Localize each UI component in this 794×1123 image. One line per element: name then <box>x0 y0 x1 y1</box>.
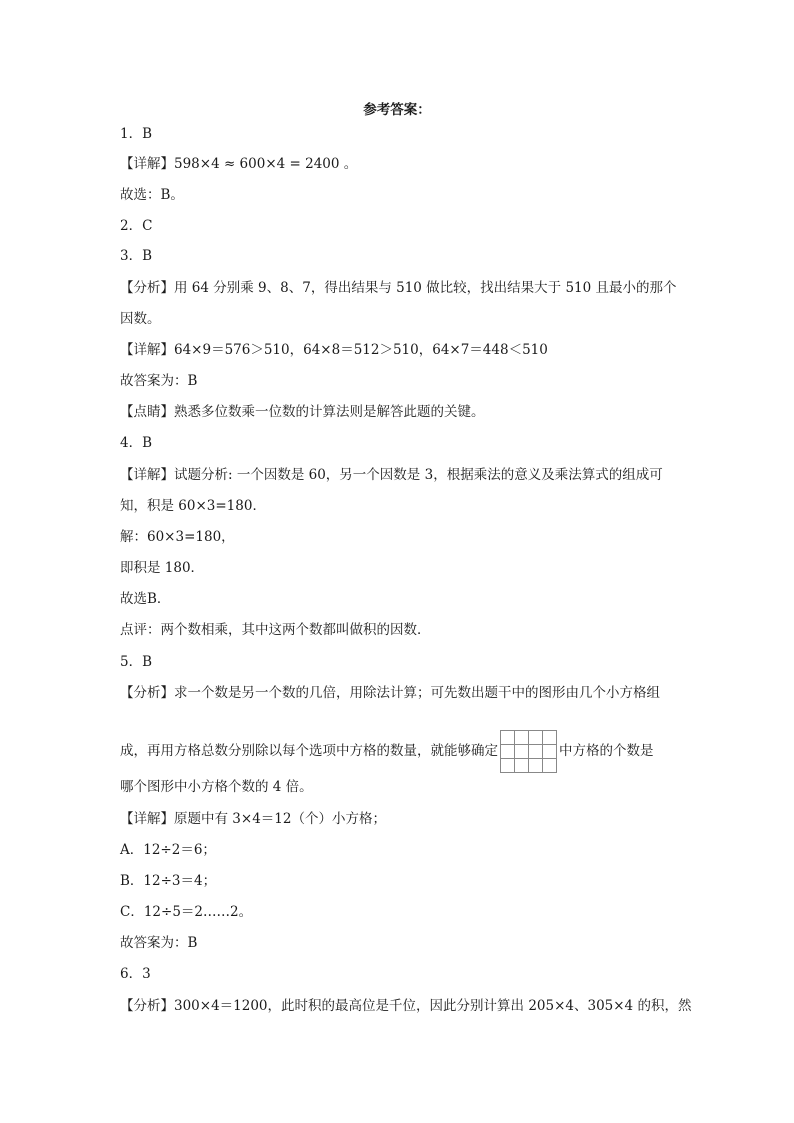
text-line: 哪个图形中小方格个数的 4 倍。 <box>120 779 313 795</box>
text-line: 2．C <box>120 218 153 234</box>
text-line: 点评：两个数相乘，其中这两个数都叫做积的因数． <box>120 622 431 638</box>
text-line: 3．B <box>120 248 153 264</box>
text-line: 解：60×3=180， <box>120 529 235 545</box>
text-line: 【分析】300×4＝1200，此时积的最高位是千位，因此分别计算出 205×4、305×4 的积，然 <box>120 998 692 1014</box>
text-line: 6．3 <box>120 966 151 982</box>
square-grid-figure <box>500 730 557 773</box>
text-line: 知，积是 60×3=180． <box>120 498 266 514</box>
text-line: 【详解】64×9＝576＞510，64×8＝512＞510，64×7＝448＜510 <box>120 342 548 358</box>
text-line-with-grid <box>120 730 654 773</box>
text-line: 5．B <box>120 654 153 670</box>
text-line: 1．B <box>120 126 153 142</box>
grid-line-after: 中方格的个数是 <box>559 743 654 759</box>
text-line: 故答案为：B <box>120 373 198 389</box>
text-line: 【分析】用 64 分别乘 9、8、7，得出结果与 510 做比较，找出结果大于 510 且最小的那个 <box>120 280 677 296</box>
text-line: B．12÷3＝4； <box>120 873 217 889</box>
grid-line-before: 成，再用方格总数分别除以每个选项中方格的数量，就能够确定 <box>120 743 498 759</box>
text-line: 【详解】598×4 ≈ 600×4 = 2400 。 <box>120 156 358 172</box>
text-line: 【详解】原题中有 3×4＝12（个）小方格； <box>120 811 386 827</box>
text-line: 故选：B。 <box>120 187 184 203</box>
text-line: 【点睛】熟悉多位数乘一位数的计算法则是解答此题的关键。 <box>120 404 485 420</box>
text-line: 故答案为：B <box>120 935 198 951</box>
text-line: C．12÷5＝2……2。 <box>120 904 253 920</box>
text-line: A．12÷2＝6； <box>120 842 216 858</box>
text-line: 4．B <box>120 435 153 451</box>
text-line: 故选B． <box>120 591 171 607</box>
text-line: 因数。 <box>120 311 161 327</box>
text-line: 【分析】求一个数是另一个数的几倍，用除法计算；可先数出题干中的图形由几个小方格组 <box>120 685 660 701</box>
text-line: 【详解】试题分析: 一个因数是 60，另一个因数是 3，根据乘法的意义及乘法算式的组成可 <box>120 467 663 483</box>
text-line: 即积是 180． <box>120 560 205 576</box>
page-title: 参考答案： <box>363 102 431 118</box>
